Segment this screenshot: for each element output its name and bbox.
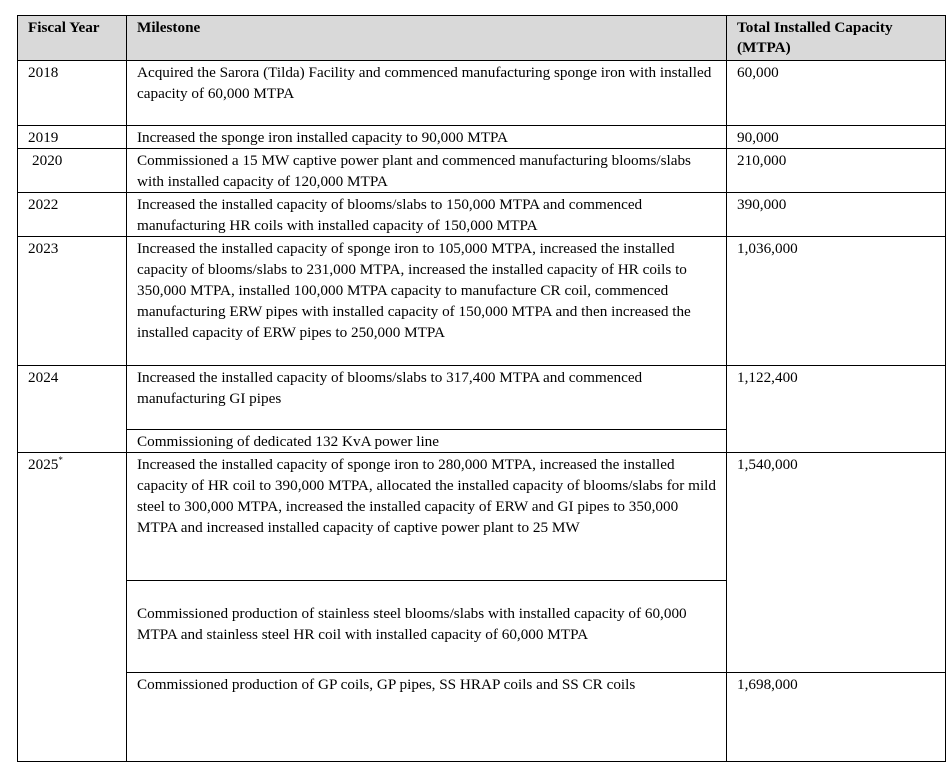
table-row [18, 126, 946, 149]
table-row [18, 193, 946, 237]
capacity-cell: 1,122,400 [727, 366, 946, 453]
capacity-cell: 390,000 [727, 193, 946, 237]
year-value: 2025 [28, 456, 59, 473]
table-row [18, 366, 946, 430]
year-cell: 2022 [18, 193, 127, 237]
milestone-cell: Commissioned production of stainless steel blooms/slabs with installed capacity of 60,000 MTPA and stainless steel HR coil with installed capacity of 60,000 MTPA [127, 581, 727, 673]
capacity-cell: 90,000 [727, 126, 946, 149]
year-cell: 2018 [18, 61, 127, 126]
capacity-cell: 1,036,000 [727, 237, 946, 366]
header-capacity: Total Installed Capacity (MTPA) [727, 16, 946, 61]
table-row [18, 673, 946, 762]
milestone-cell: Increased the installed capacity of blooms/slabs to 150,000 MTPA and commenced manufacturing HR coils with installed capacity of 150,000 MTPA [127, 193, 727, 237]
year-cell: 2023 [18, 237, 127, 366]
capacity-cell: 60,000 [727, 61, 946, 126]
milestone-cell: Commissioning of dedicated 132 KvA power line [127, 430, 727, 453]
milestone-cell: Increased the installed capacity of sponge iron to 280,000 MTPA, increased the installed capacity of HR coil to 390,000 MTPA, allocated the installed capacity of blooms/slabs for mild steel to 300,000 MTPA, increased the installed capacity of ERW and GI pipes to 350,000 MTPA and increased installed capacity of captive power plant to 25 MW [127, 453, 727, 581]
table-header-row [18, 16, 946, 61]
table-row [18, 237, 946, 366]
header-fiscal-year: Fiscal Year [18, 16, 127, 61]
year-cell: 2024 [18, 366, 127, 453]
year-cell: 2020 [18, 149, 127, 193]
table-row [18, 453, 946, 581]
table-row [18, 149, 946, 193]
milestone-cell: Commissioned production of GP coils, GP pipes, SS HRAP coils and SS CR coils [127, 673, 727, 762]
header-milestone: Milestone [127, 16, 727, 61]
capacity-cell: 1,698,000 [727, 673, 946, 762]
footnote-marker: * [58, 455, 63, 465]
capacity-cell: 1,540,000 [727, 453, 946, 673]
milestone-cell: Increased the installed capacity of blooms/slabs to 317,400 MTPA and commenced manufacturing GI pipes [127, 366, 727, 430]
milestone-cell: Commissioned a 15 MW captive power plant and commenced manufacturing blooms/slabs with installed capacity of 120,000 MTPA [127, 149, 727, 193]
milestone-cell: Increased the installed capacity of sponge iron to 105,000 MTPA, increased the installed capacity of blooms/slabs to 231,000 MTPA, increased the installed capacity of HR coils to 350,000 MTPA, installed 100,000 MTPA capacity to manufacture CR coil, commenced manufacturing ERW pipes with installed capacity of 150,000 MTPA and then increased the installed capacity of ERW pipes to 250,000 MTPA [127, 237, 727, 366]
capacity-cell: 210,000 [727, 149, 946, 193]
milestone-cell: Acquired the Sarora (Tilda) Facility and commenced manufacturing sponge iron with installed capacity of 60,000 MTPA [127, 61, 727, 126]
table-row [18, 61, 946, 126]
year-cell [18, 453, 127, 762]
milestone-cell: Increased the sponge iron installed capacity to 90,000 MTPA [127, 126, 727, 149]
year-cell: 2019 [18, 126, 127, 149]
milestone-table [17, 15, 946, 762]
